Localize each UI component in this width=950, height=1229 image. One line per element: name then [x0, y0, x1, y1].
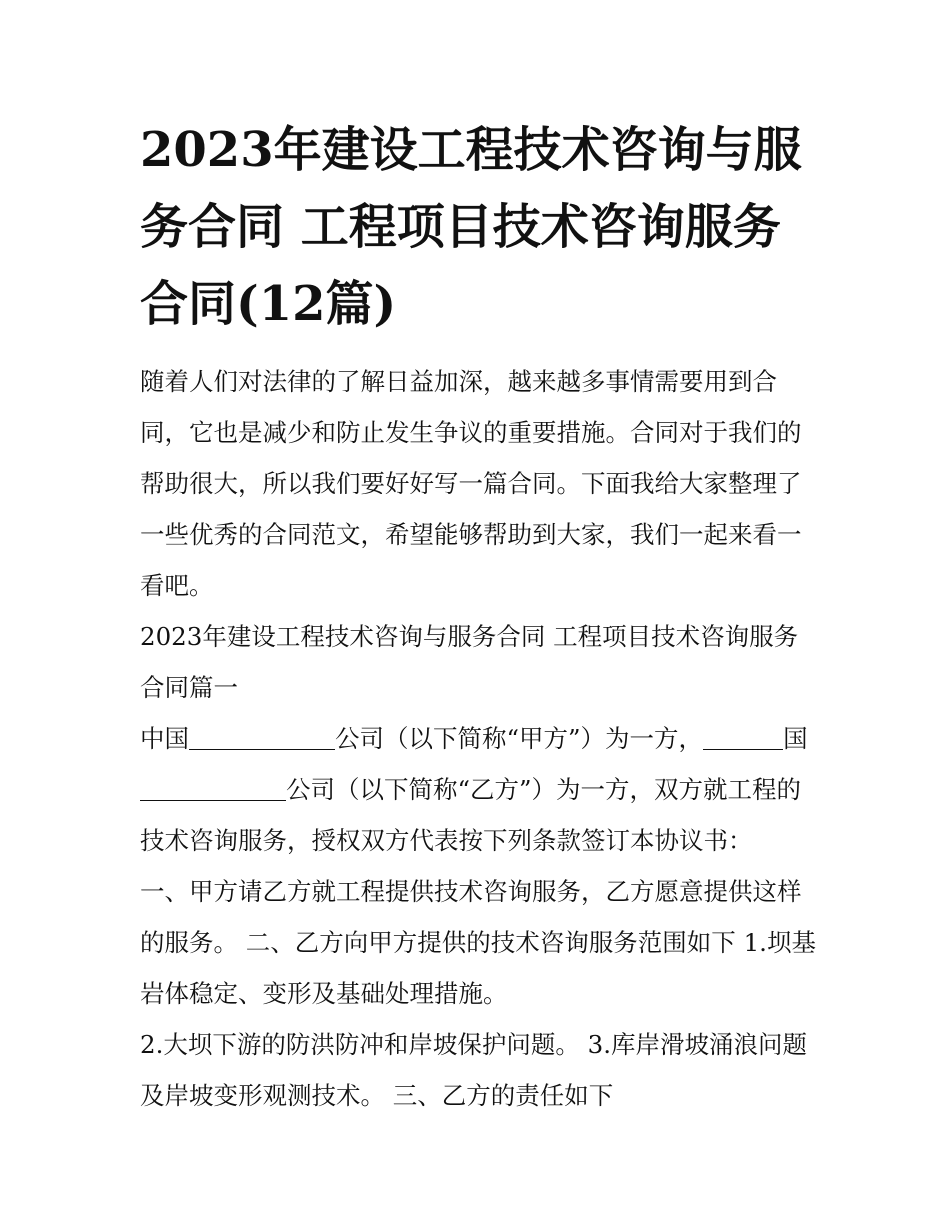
party-b-name-blank — [140, 775, 286, 801]
clause-paragraph: 一、甲方请乙方就工程提供技术咨询服务，乙方愿意提供这样的服务。 二、乙方向甲方提供的技术咨询服务范围如下 1.坝基岩体稳定、变形及基础处理措施。 — [140, 877, 816, 1008]
party-a-name-blank — [189, 724, 335, 750]
document-title: 2023年建设工程技术咨询与服务合同 工程项目技术咨询服务合同(12篇) — [140, 122, 802, 332]
document-body — [140, 356, 820, 1121]
party-b-suffix: 公司（以下简称“乙方”）为一方，双方就工程的技术咨询服务，授权双方代表按下列条款签订本协议书： — [140, 775, 802, 855]
clause-paragraph: 2.大坝下游的防洪防冲和岸坡保护问题。 3.库岸滑坡涌浪问题及岸坡变形观测技术。 三、乙方的责任如下 — [140, 1030, 808, 1110]
section-heading: 2023年建设工程技术咨询与服务合同 工程项目技术咨询服务合同篇一 — [140, 622, 799, 702]
intro-paragraph: 随着人们对法律的了解日益加深，越来越多事情需要用到合同，它也是减少和防止发生争议的重要措施。合同对于我们的帮助很大，所以我们要好好写一篇合同。下面我给大家整理了一些优秀的合同范文，希望能够帮助到大家，我们一起来看一看吧。 — [140, 367, 802, 600]
party-b-country-blank — [703, 724, 783, 750]
party-a-suffix: 公司（以下简称“甲方”）为一方， — [335, 724, 704, 753]
party-a-prefix: 中国 — [140, 724, 189, 753]
party-paragraph — [140, 713, 820, 866]
party-b-prefix: 国 — [783, 724, 808, 753]
